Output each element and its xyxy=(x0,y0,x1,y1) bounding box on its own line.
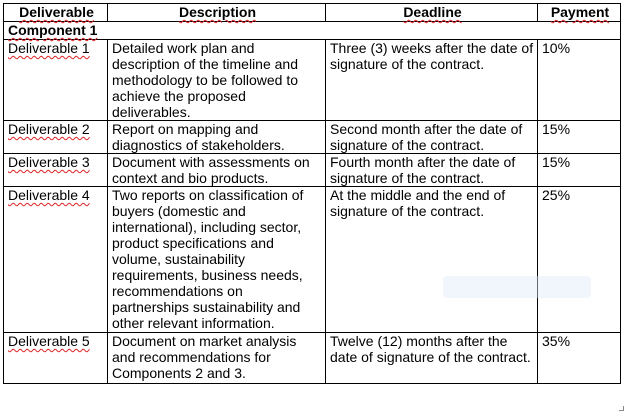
payment-cell: 10% xyxy=(538,40,621,121)
faint-overlay-box xyxy=(443,276,591,298)
table-row xyxy=(4,187,621,333)
description-cell: Report on mapping and diagnostics of stakeholders. xyxy=(108,121,326,154)
table-row xyxy=(4,121,621,154)
deadline-cell: Three (3) weeks after the date of signature of the contract. xyxy=(326,40,538,121)
component-label: Component 1 xyxy=(4,22,621,40)
header-description: Description xyxy=(108,4,326,22)
description-cell: Detailed work plan and description of the timeline and methodology to be followed to achieve the proposed deliverables. xyxy=(108,40,326,121)
header-row xyxy=(4,4,621,22)
deliverable-cell: Deliverable 1 xyxy=(4,40,108,121)
deliverable-cell: Deliverable 2 xyxy=(4,121,108,154)
deadline-cell: Twelve (12) months after the date of signature of the contract. xyxy=(326,333,538,384)
header-payment: Payment xyxy=(538,4,621,22)
deliverable-cell: Deliverable 4 xyxy=(4,187,108,333)
table-row xyxy=(4,154,621,187)
component-row xyxy=(4,22,621,40)
description-cell: Two reports on classification of buyers (domestic and international), including sector, product specifications and volume, sustainability requirements, business needs, recommendations on partnerships sustainability and other relevant information. xyxy=(108,187,326,333)
description-cell: Document on market analysis and recommendations for Components 2 and 3. xyxy=(108,333,326,384)
header-deliverable: Deliverable xyxy=(4,4,108,22)
deliverables-table xyxy=(3,3,621,384)
deadline-cell: Second month after the date of signature of the contract. xyxy=(326,121,538,154)
deadline-cell: At the middle and the end of signature of the contract. xyxy=(326,187,538,333)
page-corner-mark xyxy=(619,406,624,411)
header-deadline: Deadline xyxy=(326,4,538,22)
payment-cell: 35% xyxy=(538,333,621,384)
table-row xyxy=(4,40,621,121)
payment-cell: 15% xyxy=(538,154,621,187)
payment-cell: 15% xyxy=(538,121,621,154)
deadline-cell: Fourth month after the date of signature of the contract. xyxy=(326,154,538,187)
payment-cell: 25% xyxy=(538,187,621,333)
deliverable-cell: Deliverable 5 xyxy=(4,333,108,384)
description-cell: Document with assessments on context and bio products. xyxy=(108,154,326,187)
deliverable-cell: Deliverable 3 xyxy=(4,154,108,187)
table-row xyxy=(4,333,621,384)
